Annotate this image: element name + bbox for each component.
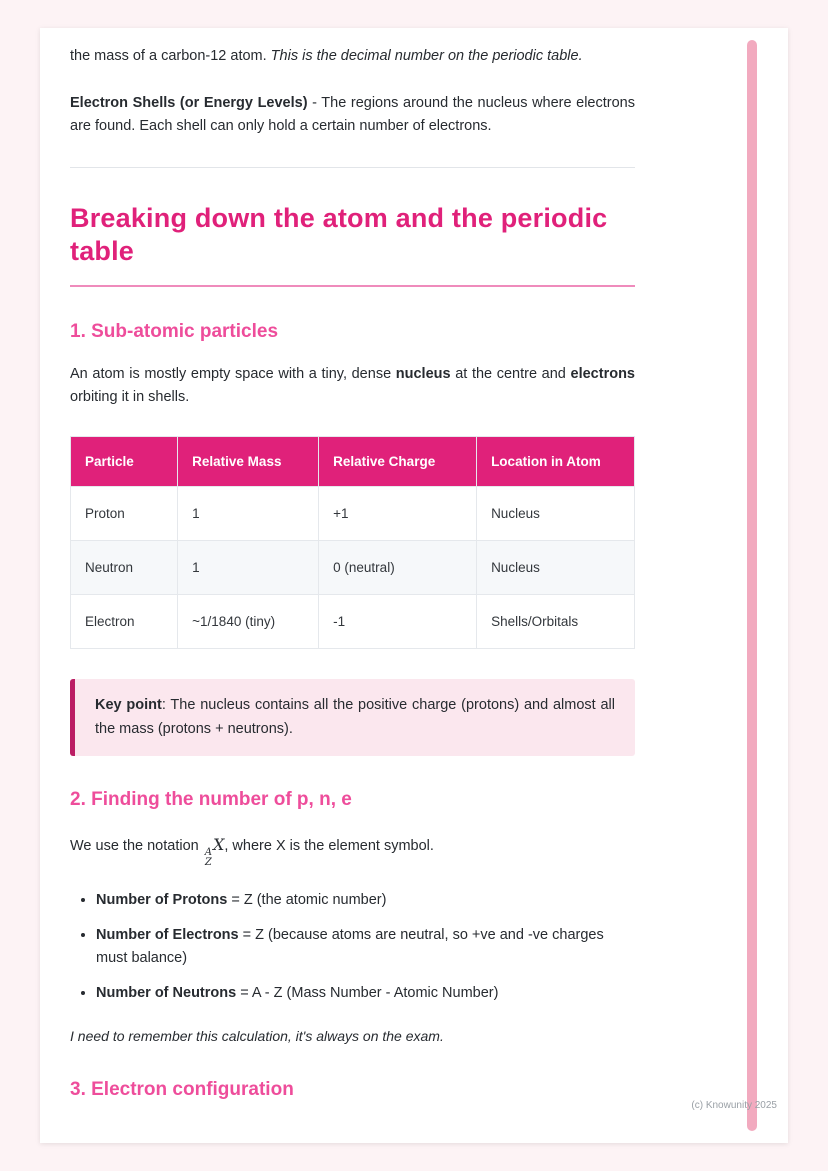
notation-text-pre: We use the notation (70, 837, 203, 854)
neutrons-rule-term: Number of Neutrons (96, 985, 237, 1002)
protons-rule-text: = Z (the atomic number) (227, 891, 387, 908)
document-content (70, 28, 635, 1101)
intro-paragraph (70, 45, 635, 68)
neutrons-rule-text: = A - Z (Mass Number - Atomic Number) (236, 985, 499, 1002)
main-heading: Breaking down the atom and the periodic table (70, 202, 608, 267)
page-ribbon (747, 40, 757, 1131)
notation-paragraph (70, 832, 635, 869)
table-cell: ~1/1840 (tiny) (178, 595, 319, 649)
table-cell: 1 (178, 487, 319, 541)
table-cell: Electron (71, 595, 178, 649)
intro-text: the mass of a carbon-12 atom. (70, 48, 267, 64)
table-row (71, 541, 635, 595)
intro-italic-note: This is the decimal number on the periodic table. (266, 48, 583, 64)
protons-rule-term: Number of Protons (96, 891, 228, 908)
key-point-label: Key point (95, 697, 162, 714)
table-cell: Nucleus (477, 541, 635, 595)
table-header-location: Location in Atom (477, 437, 635, 487)
atom-description-text-1: An atom is mostly empty space with a tiny, dense (70, 366, 396, 383)
main-heading-underline (70, 285, 635, 287)
electron-shells-definition: - The regions around the nucleus where electrons are found. Each shell can only hold a certain number of electrons. (70, 95, 635, 135)
element-symbol: X (212, 834, 225, 854)
notation-text-post: , where X is the element symbol. (224, 837, 434, 854)
list-item (96, 982, 635, 1004)
table-cell: Proton (71, 487, 178, 541)
table-header-row (71, 437, 635, 487)
electrons-rule-text: = Z (because atoms are neutral, so +ve and -ve charges must balance) (96, 927, 604, 966)
table-cell: Shells/Orbitals (477, 595, 635, 649)
table-cell: Neutron (71, 541, 178, 595)
particles-table (70, 436, 635, 649)
list-item (96, 889, 635, 911)
section-1-heading: 1. Sub-atomic particles (70, 321, 279, 343)
electrons-term: electrons (570, 366, 635, 383)
table-header-relative-charge: Relative Charge (319, 437, 477, 487)
section-divider (70, 167, 635, 168)
nucleus-term: nucleus (395, 366, 451, 383)
list-item (96, 924, 635, 969)
table-header-particle: Particle (71, 437, 178, 487)
atom-description-text-3: orbiting it in shells. (70, 389, 190, 406)
atom-description-text-2: at the centre and (450, 366, 571, 383)
table-cell: Nucleus (477, 487, 635, 541)
section-3-heading: 3. Electron configuration (70, 1079, 294, 1101)
atomic-number-symbol: Z (204, 857, 212, 869)
table-row (71, 595, 635, 649)
copyright-footer: (c) Knowunity 2025 (691, 1100, 777, 1111)
section-2-heading: 2. Finding the number of p, n, e (70, 788, 352, 810)
electrons-rule-term: Number of Electrons (96, 927, 239, 944)
key-point-callout (70, 679, 635, 755)
table-row (71, 487, 635, 541)
table-cell: 1 (178, 541, 319, 595)
table-cell: +1 (319, 487, 477, 541)
table-cell: -1 (319, 595, 477, 649)
calculation-list (70, 889, 635, 1005)
key-point-text: : The nucleus contains all the positive charge (protons) and almost all the mass (protons + neutrons). (95, 697, 615, 737)
electron-shells-term: Electron Shells (or Energy Levels) (70, 95, 308, 112)
electron-shells-paragraph (70, 92, 635, 138)
atom-description-paragraph (70, 363, 635, 409)
exam-reminder-note: I need to remember this calculation, it's always on the exam. (70, 1027, 444, 1044)
mass-number-symbol: A (204, 846, 212, 858)
document-page (40, 28, 788, 1143)
table-header-relative-mass: Relative Mass (178, 437, 319, 487)
nuclide-notation-stack (205, 848, 212, 869)
table-cell: 0 (neutral) (319, 541, 477, 595)
